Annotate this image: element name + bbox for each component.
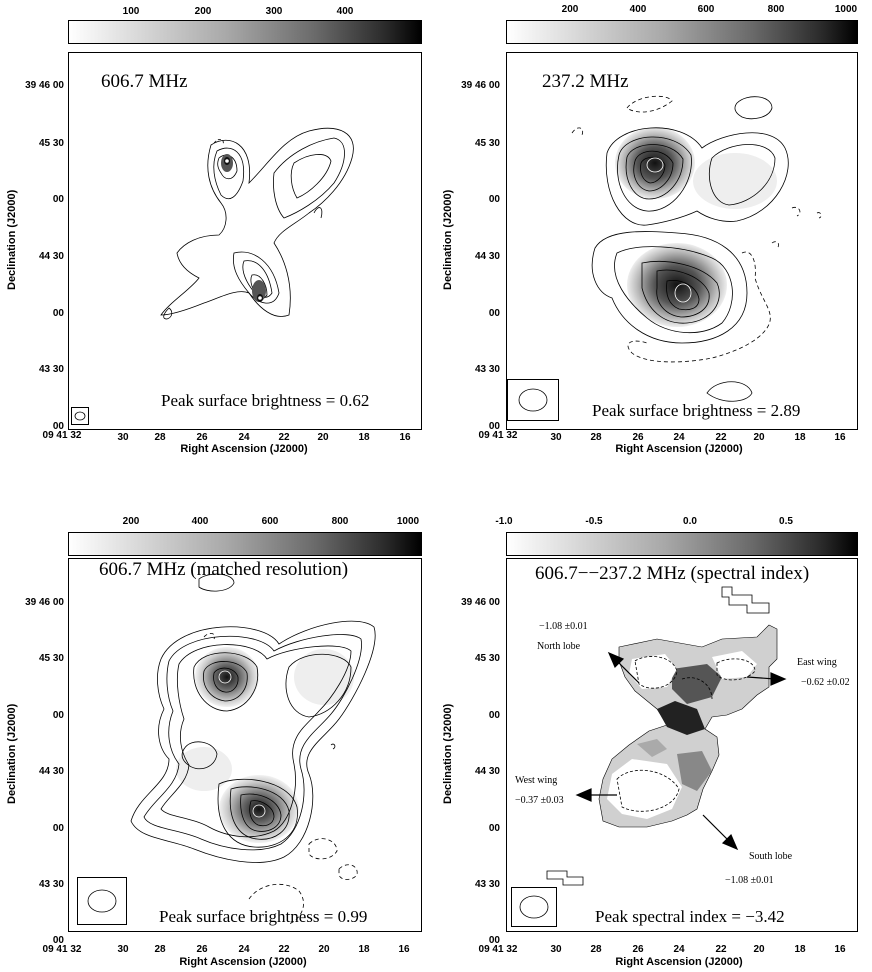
x-tick: 09 41 32 [42,430,82,441]
x-tick: 30 [117,944,129,955]
x-tick: 18 [794,944,806,955]
y-tick: 45 30 [38,138,64,149]
x-tick: 28 [154,944,166,955]
y-tick: 39 46 00 [461,80,500,91]
x-axis-label: Right Ascension (J2000) [615,956,743,968]
map-frame [68,558,422,932]
west-wing-value: −0.37 ±0.03 [515,795,564,806]
colorbar-tick: 100 [122,6,140,17]
map-frame [506,558,858,932]
x-axis-label: Right Ascension (J2000) [615,443,743,455]
x-tick: 20 [318,944,330,955]
spectral-index-map [507,559,857,931]
x-tick: 24 [238,944,250,955]
panel-237-mhz [436,0,872,486]
x-tick: 18 [358,432,370,443]
x-tick: 24 [238,432,250,443]
east-wing-label: East wing [797,657,837,668]
x-tick: 20 [317,432,329,443]
frequency-label: 237.2 MHz [542,71,629,92]
x-tick: 16 [834,944,846,955]
contour-map [69,53,421,429]
y-tick: 00 [52,935,64,946]
y-tick: 00 [488,935,500,946]
y-axis-label: Declination (J2000) [442,189,454,290]
x-tick: 28 [590,944,602,955]
colorbar-tick: 1000 [834,4,858,15]
beam-box [507,379,559,421]
colorbar-tick: 400 [336,6,354,17]
colorbar [506,532,858,556]
x-tick: 09 41 32 [42,944,82,955]
x-tick: 09 41 32 [478,430,518,441]
y-tick: 00 [488,194,500,205]
peak-brightness: Peak surface brightness = 0.62 [161,391,370,410]
y-axis-label: Declination (J2000) [6,703,18,804]
x-tick: 22 [715,432,727,443]
beam-box [77,877,127,925]
colorbar [68,532,422,556]
colorbar [68,20,422,44]
peak-brightness: Peak surface brightness = 2.89 [592,401,801,420]
east-wing-value: −0.62 ±0.02 [801,677,850,688]
north-lobe-label: North lobe [537,641,581,652]
peak-brightness: Peak surface brightness = 0.99 [159,907,368,926]
x-tick: 30 [550,432,562,443]
y-tick: 00 [488,308,500,319]
y-tick: 45 30 [474,138,500,149]
y-tick: 00 [488,710,500,721]
x-tick: 20 [753,432,765,443]
panel-606-mhz-matched [0,486,436,972]
x-axis-label: Right Ascension (J2000) [180,443,308,455]
x-tick: 30 [550,944,562,955]
y-tick: 44 30 [474,251,500,262]
y-tick: 43 30 [474,879,500,890]
x-tick: 16 [398,944,410,955]
x-tick: 22 [278,944,290,955]
x-tick: 28 [154,432,166,443]
x-tick: 18 [358,944,370,955]
y-tick: 39 46 00 [25,597,64,608]
colorbar-tick: 400 [629,4,647,15]
frequency-label: 606.7−−237.2 MHz (spectral index) [535,563,810,584]
y-tick: 39 46 00 [461,597,500,608]
y-tick: 39 46 00 [25,80,64,91]
x-tick: 24 [673,432,685,443]
y-tick: 44 30 [38,251,64,262]
colorbar [506,20,858,44]
colorbar-tick: 1000 [396,516,420,527]
colorbar-tick: 0.0 [683,516,697,527]
colorbar-tick: 800 [331,516,349,527]
north-lobe-value: −1.08 ±0.01 [539,621,588,632]
y-tick: 43 30 [474,364,500,375]
colorbar-tick: 200 [561,4,579,15]
colorbar-tick: 800 [767,4,785,15]
y-axis-label: Declination (J2000) [442,703,454,804]
y-tick: 00 [52,710,64,721]
colorbar-tick: 300 [265,6,283,17]
y-tick: 45 30 [38,653,64,664]
west-wing-label: West wing [515,775,558,786]
colorbar-tick: 200 [194,6,212,17]
frequency-label: 606.7 MHz (matched resolution) [99,559,349,580]
x-tick: 26 [196,944,208,955]
colorbar-tick: 200 [122,516,140,527]
x-tick: 26 [632,432,644,443]
x-tick: 22 [715,944,727,955]
x-tick: 24 [673,944,685,955]
south-lobe-label: South lobe [749,851,793,862]
colorbar-tick: 400 [191,516,209,527]
x-tick: 22 [278,432,290,443]
colorbar-tick: 600 [697,4,715,15]
x-tick: 16 [834,432,846,443]
y-tick: 44 30 [474,766,500,777]
x-tick: 30 [117,432,129,443]
y-tick: 00 [52,308,64,319]
colorbar-tick: -1.0 [495,516,513,527]
peak-spectral-index: Peak spectral index = −3.42 [595,907,785,926]
y-axis-label: Declination (J2000) [6,189,18,290]
colorbar-tick: 0.5 [779,516,793,527]
y-tick: 00 [488,421,500,432]
x-axis-label: Right Ascension (J2000) [179,956,307,968]
y-tick: 00 [52,421,64,432]
panel-spectral-index [436,486,872,972]
x-tick: 18 [794,432,806,443]
y-tick: 43 30 [38,879,64,890]
y-tick: 43 30 [38,364,64,375]
y-tick: 00 [52,823,64,834]
x-tick: 28 [590,432,602,443]
colorbar-tick: -0.5 [585,516,603,527]
x-tick: 09 41 32 [478,944,518,955]
y-tick: 00 [488,823,500,834]
colorbar-tick: 600 [261,516,279,527]
x-tick: 26 [196,432,208,443]
map-frame [506,52,858,430]
x-tick: 16 [399,432,411,443]
contour-map [507,53,857,429]
frequency-label: 606.7 MHz [101,71,188,92]
y-tick: 44 30 [38,766,64,777]
panel-606-mhz [0,0,436,486]
beam-box [71,407,89,425]
contour-map [69,559,421,931]
x-tick: 20 [753,944,765,955]
map-frame [68,52,422,430]
x-tick: 26 [632,944,644,955]
y-tick: 45 30 [474,653,500,664]
y-tick: 00 [52,194,64,205]
south-lobe-value: −1.08 ±0.01 [725,875,774,886]
beam-box [511,887,557,927]
